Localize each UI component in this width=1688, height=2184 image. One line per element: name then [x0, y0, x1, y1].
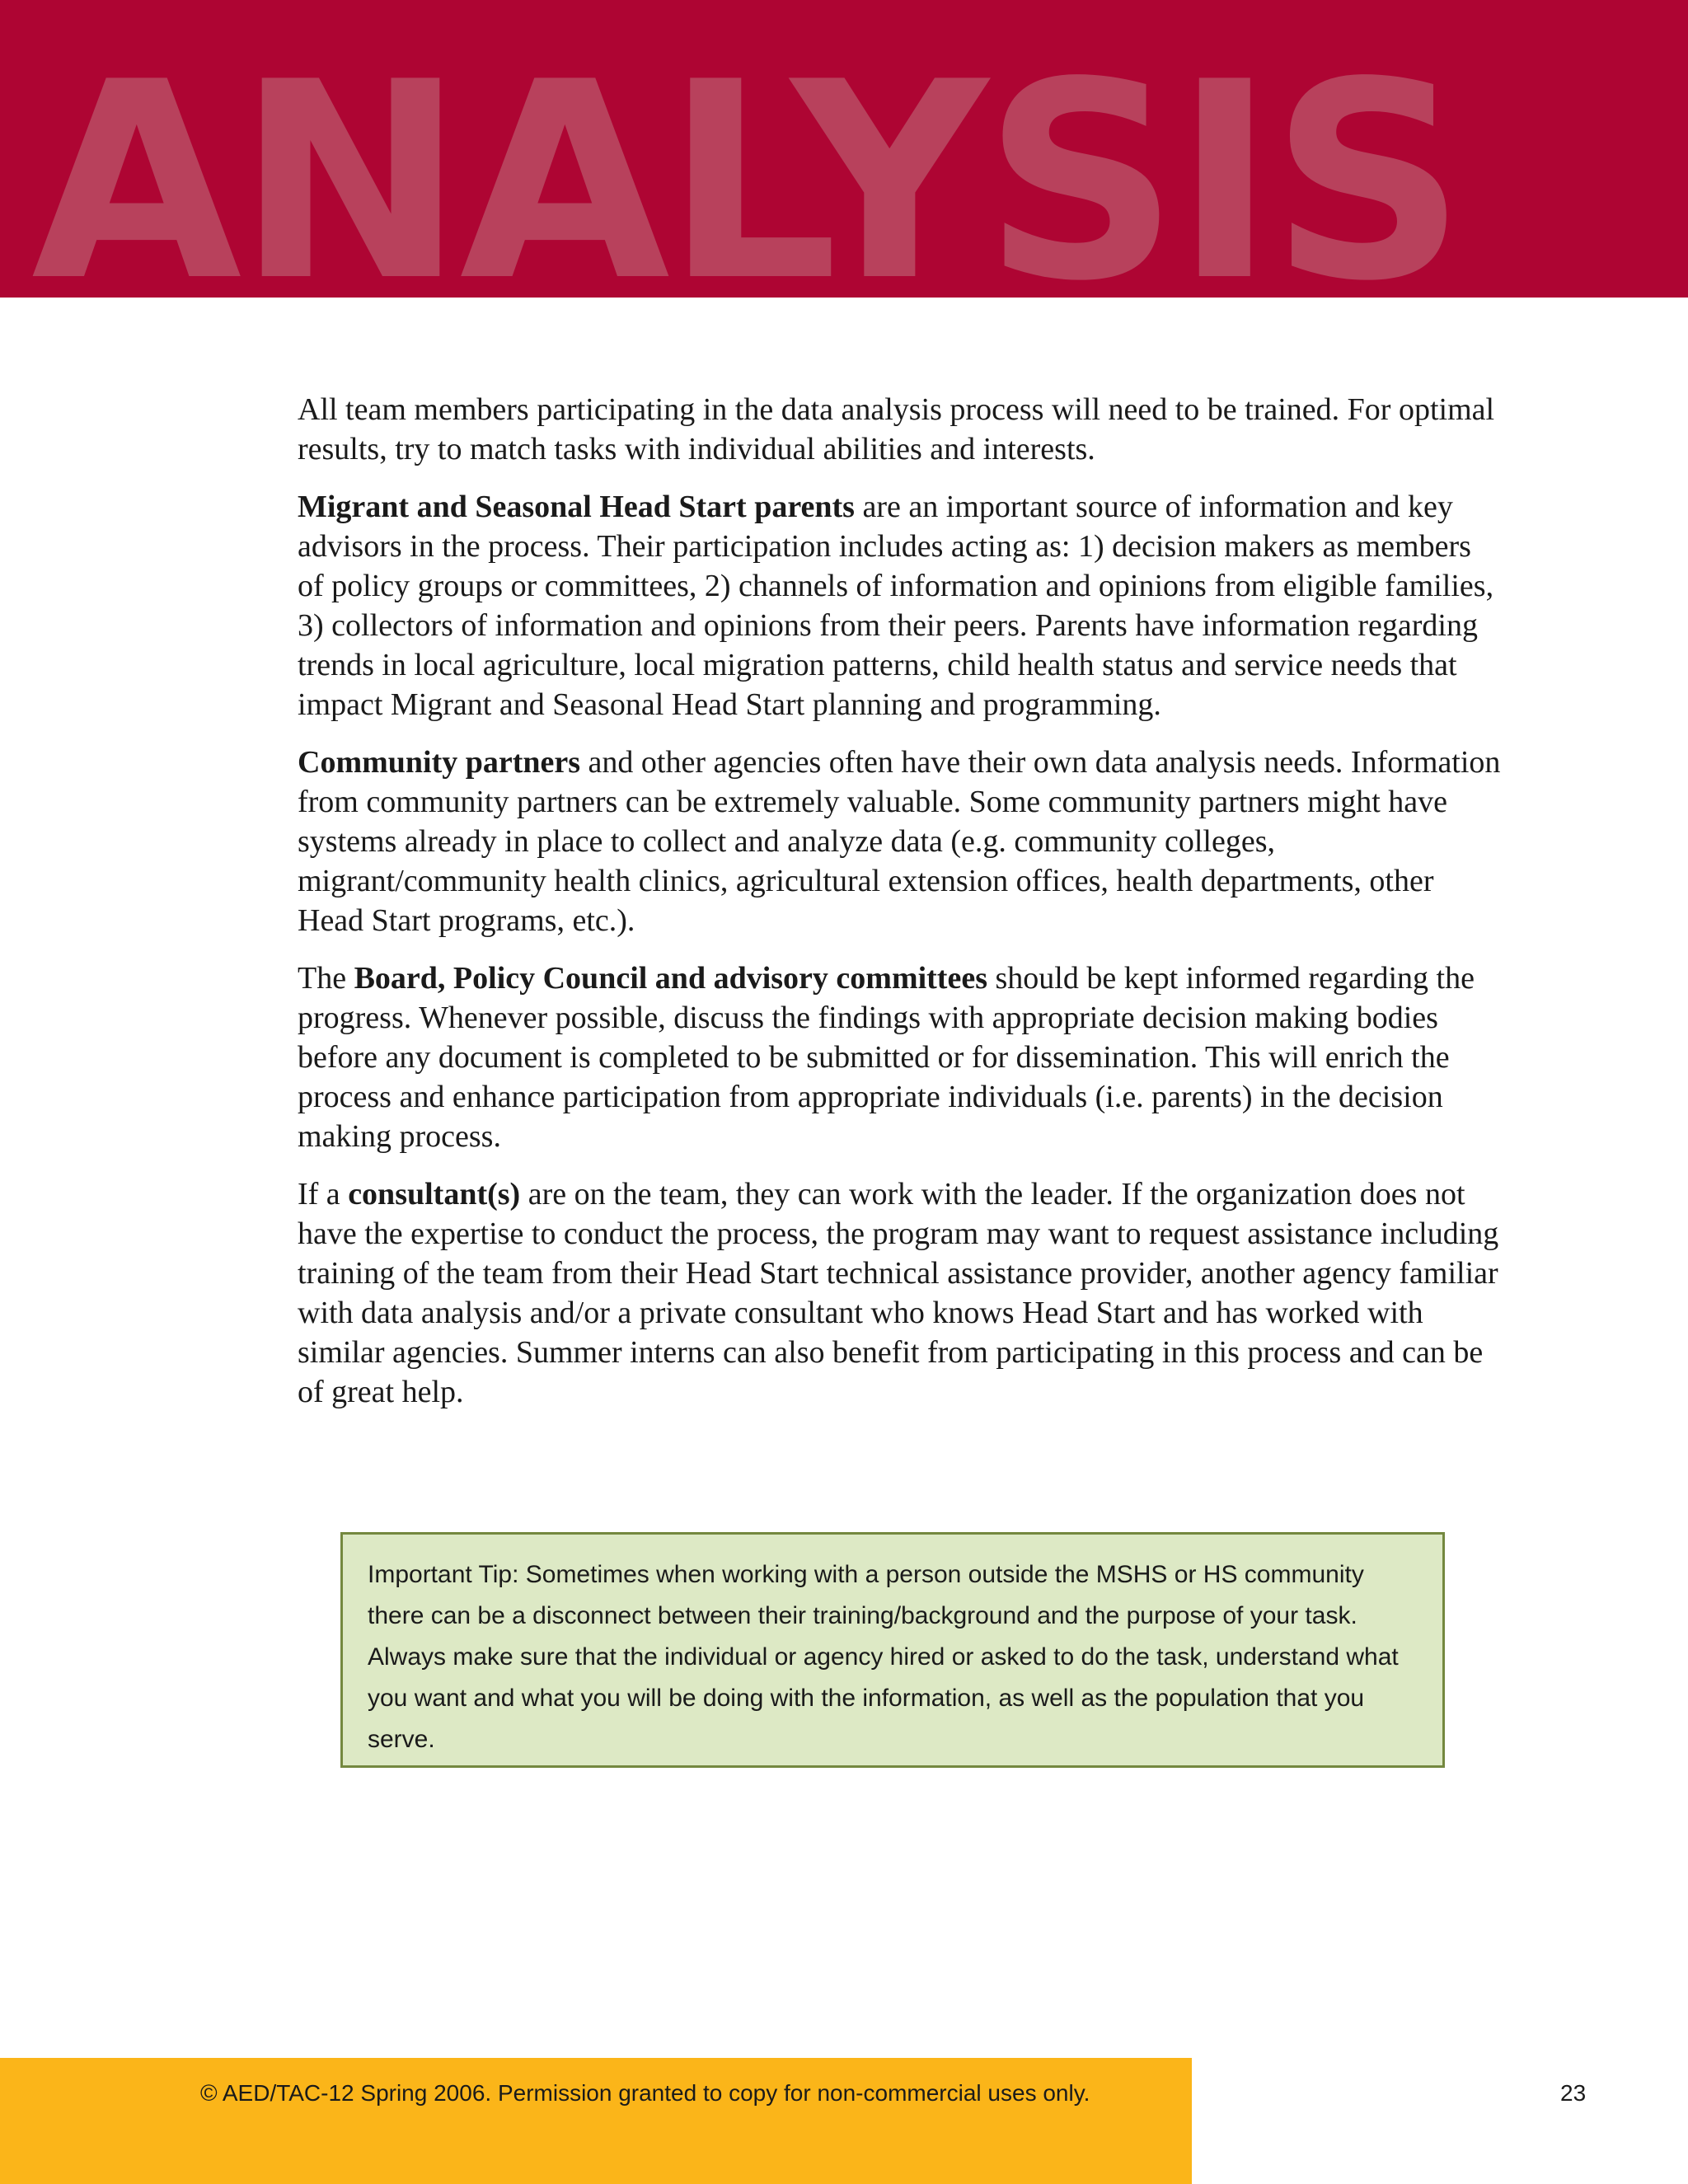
paragraph-board-term: Board, Policy Council and advisory committees [354, 961, 987, 996]
section-title: ANALYSIS [31, 24, 1461, 298]
page-number: 23 [1560, 2080, 1587, 2106]
paragraph-training-text: All team members participating in the data analysis process will need to be trained. For optimal results, try to match tasks with individual abilities and interests. [298, 392, 1495, 466]
important-tip-box [340, 1532, 1445, 1768]
body-text [298, 390, 1501, 1430]
paragraph-parents [298, 487, 1501, 724]
paragraph-training [298, 390, 1501, 469]
paragraph-board-text: should be kept informed regarding the progress. Whenever possible, discuss the findings with appropriate decision making bodies before any document is completed to be submitted or for dissemination. This will enrich the process and enhance participation from appropriate individuals (i.e. parents) in the decision making process. [298, 961, 1475, 1154]
paragraph-parents-text: are an important source of information and key advisors in the process. Their participation includes acting as: 1) decision makers as members of policy groups or committees, 2) channels of information and opinions from eligible families, 3) collectors of information and opinions from their peers. Parents have information regarding trends in local agriculture, local migration patterns, child health status and service needs that impact Migrant and Seasonal Head Start planning and programming. [298, 490, 1494, 722]
paragraph-consultants-lead: If a [298, 1177, 349, 1212]
paragraph-board-lead: The [298, 961, 354, 996]
paragraph-consultants [298, 1174, 1501, 1412]
footer-copyright: © AED/TAC-12 Spring 2006. Permission granted to copy for non-commercial uses only. [200, 2080, 1090, 2106]
paragraph-community-partners-term: Community partners [298, 745, 581, 780]
paragraph-consultants-term: consultant(s) [348, 1177, 521, 1212]
important-tip-text: Important Tip: Sometimes when working with a person outside the MSHS or HS community there can be a disconnect between their training/background and the purpose of your task. Always make sure that the individual or agency hired or asked to do the task, understand what you want and what you will be doing with the information, as well as the population that you serve. [368, 1561, 1399, 1753]
footer-bar [0, 2058, 1192, 2184]
paragraph-parents-term: Migrant and Seasonal Head Start parents [298, 490, 855, 524]
paragraph-board [298, 958, 1501, 1156]
paragraph-community-partners-text: and other agencies often have their own data analysis needs. Information from community partners can be extremely valuable. Some community partners might have systems already in place to collect and analyze data (e.g. community colleges, migrant/community health clinics, agricultural extension offices, health departments, other Head Start programs, etc.). [298, 745, 1501, 938]
header-banner [0, 0, 1688, 298]
paragraph-community-partners [298, 743, 1501, 940]
paragraph-consultants-text: are on the team, they can work with the leader. If the organization does not have the expertise to conduct the process, the program may want to request assistance including training of the team from their Head Start technical assistance provider, another agency familiar with data analysis and/or a private consultant who knows Head Start and has worked with similar agencies. Summer interns can also benefit from participating in this process and can be of great help. [298, 1177, 1499, 1409]
